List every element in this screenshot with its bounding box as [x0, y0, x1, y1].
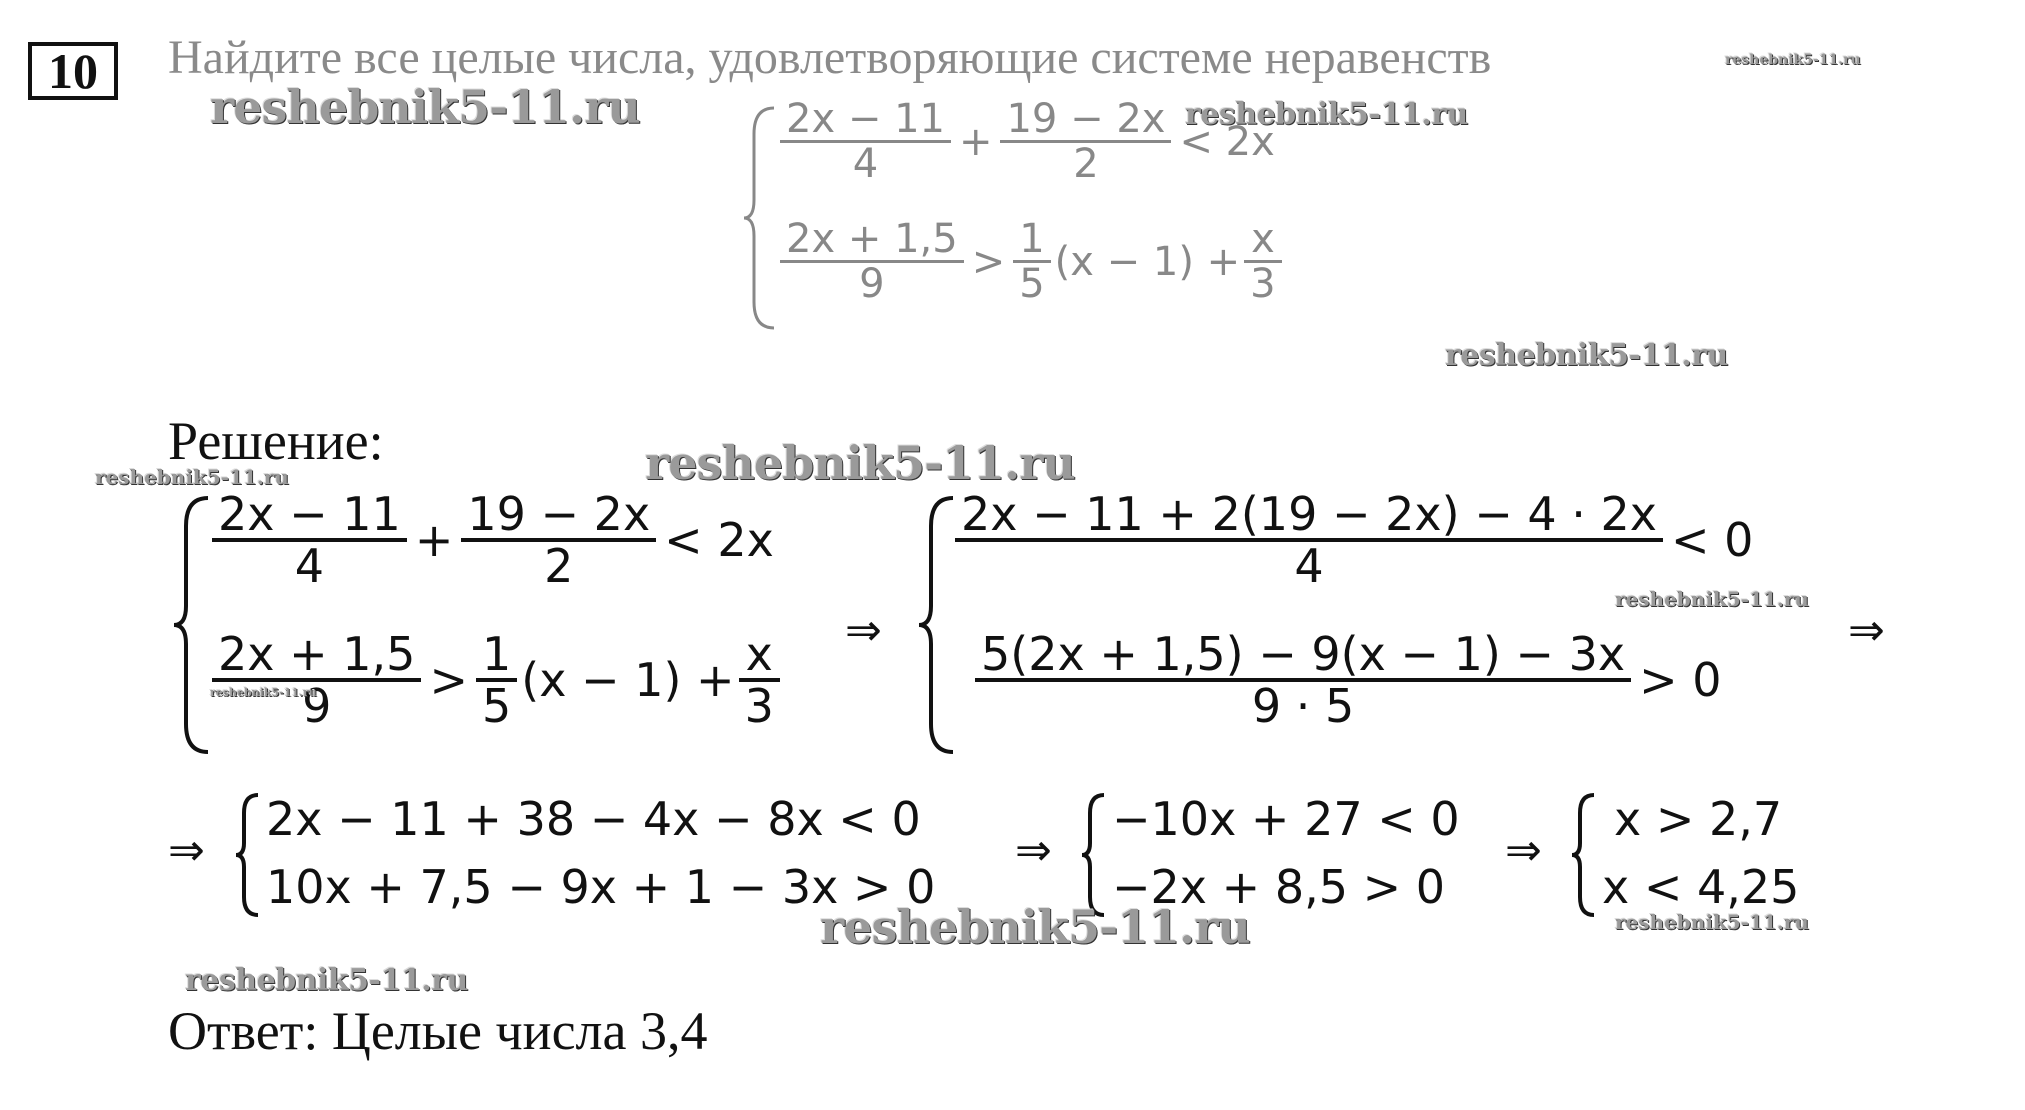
watermark: reshebnik5-11.ru — [210, 80, 640, 134]
task-statement: Найдите все целые числа, удовлетворяющие системе неравенств — [168, 31, 1492, 84]
fraction: $\frac{19 - 2x}{2}$ — [461, 490, 656, 591]
step2-inequality-1: $\frac{2x - 11 + 2(19 - 2x) - 4 \cdot 2x}{4}$ < 0 — [955, 490, 1761, 591]
left-brace-icon — [740, 104, 780, 332]
fraction: $\frac{2x - 11}{4}$ — [780, 98, 951, 185]
watermark: reshebnik5-11.ru — [1615, 910, 1809, 934]
answer-text: Ответ: Целые числа 3,4 — [168, 1001, 708, 1061]
left-brace-icon — [170, 494, 214, 756]
fraction: $\frac{19 - 2x}{2}$ — [1000, 98, 1171, 185]
watermark: reshebnik5-11.ru — [1725, 52, 1861, 68]
implies-arrow: ⇒ — [168, 825, 205, 876]
fraction: $\frac{1}{5}$ — [1013, 218, 1050, 305]
implies-arrow: ⇒ — [1505, 825, 1542, 876]
step4-inequality-1: −10x + 27 < 0 — [1112, 792, 1460, 846]
fraction: $\frac{x}{3}$ — [739, 630, 780, 731]
watermark: reshebnik5-11.ru — [210, 686, 317, 699]
fraction: $\frac{2x - 11}{4}$ — [212, 490, 407, 591]
fraction: $\frac{5(2x + 1,5) - 9(x - 1) - 3x}{9 \cdot 5}$ — [975, 630, 1631, 731]
left-brace-icon — [1568, 791, 1598, 919]
fraction: $\frac{2x + 1,5}{9}$ — [780, 218, 964, 305]
step3-inequality-1: 2x − 11 + 38 − 4x − 8x < 0 — [266, 792, 921, 846]
solution-heading: Решение: — [168, 411, 384, 471]
watermark: reshebnik5-11.ru — [1185, 97, 1468, 132]
fraction: $\frac{2x - 11 + 2(19 - 2x) - 4 \cdot 2x}{4}$ — [955, 490, 1663, 591]
watermark: reshebnik5-11.ru — [1615, 587, 1809, 611]
fraction: $\frac{1}{5}$ — [476, 630, 517, 731]
step5-inequality-2: x < 4,25 — [1602, 860, 1800, 914]
fraction: $\frac{2x + 1,5}{9}$ — [212, 630, 421, 731]
watermark: reshebnik5-11.ru — [185, 963, 468, 998]
step2-inequality-2: $\frac{5(2x + 1,5) - 9(x - 1) - 3x}{9 \cdot 5}$ > 0 — [975, 630, 1730, 731]
problem-inequality-1: $\frac{2x - 11}{4}$ + $\frac{19 - 2x}{2}$ < 2x — [780, 98, 1283, 185]
implies-arrow: ⇒ — [1015, 825, 1052, 876]
watermark: reshebnik5-11.ru — [820, 900, 1250, 954]
watermark: reshebnik5-11.ru — [95, 465, 289, 489]
left-brace-icon — [915, 494, 959, 756]
problem-inequality-2: $\frac{2x + 1,5}{9}$ > $\frac{1}{5}$ (x − 1) + $\frac{x}{3}$ — [780, 218, 1282, 305]
implies-arrow: ⇒ — [1848, 605, 1885, 656]
step1-inequality-2: $\frac{2x + 1,5}{9}$ > $\frac{1}{5}$ (x − 1) + $\frac{x}{3}$ — [212, 630, 780, 731]
watermark: reshebnik5-11.ru — [645, 436, 1075, 490]
step4-inequality-2: −2x + 8,5 > 0 — [1112, 860, 1446, 914]
fraction: $\frac{x}{3}$ — [1244, 218, 1281, 305]
watermark: reshebnik5-11.ru — [1445, 338, 1728, 373]
step5-inequality-1: x > 2,7 — [1614, 792, 1783, 846]
step1-inequality-1: $\frac{2x - 11}{4}$ + $\frac{19 - 2x}{2}$ < 2x — [212, 490, 782, 591]
implies-arrow: ⇒ — [845, 605, 882, 656]
left-brace-icon — [232, 791, 262, 919]
step3-inequality-2: 10x + 7,5 − 9x + 1 − 3x > 0 — [266, 860, 936, 914]
task-number: 10 — [28, 42, 118, 100]
